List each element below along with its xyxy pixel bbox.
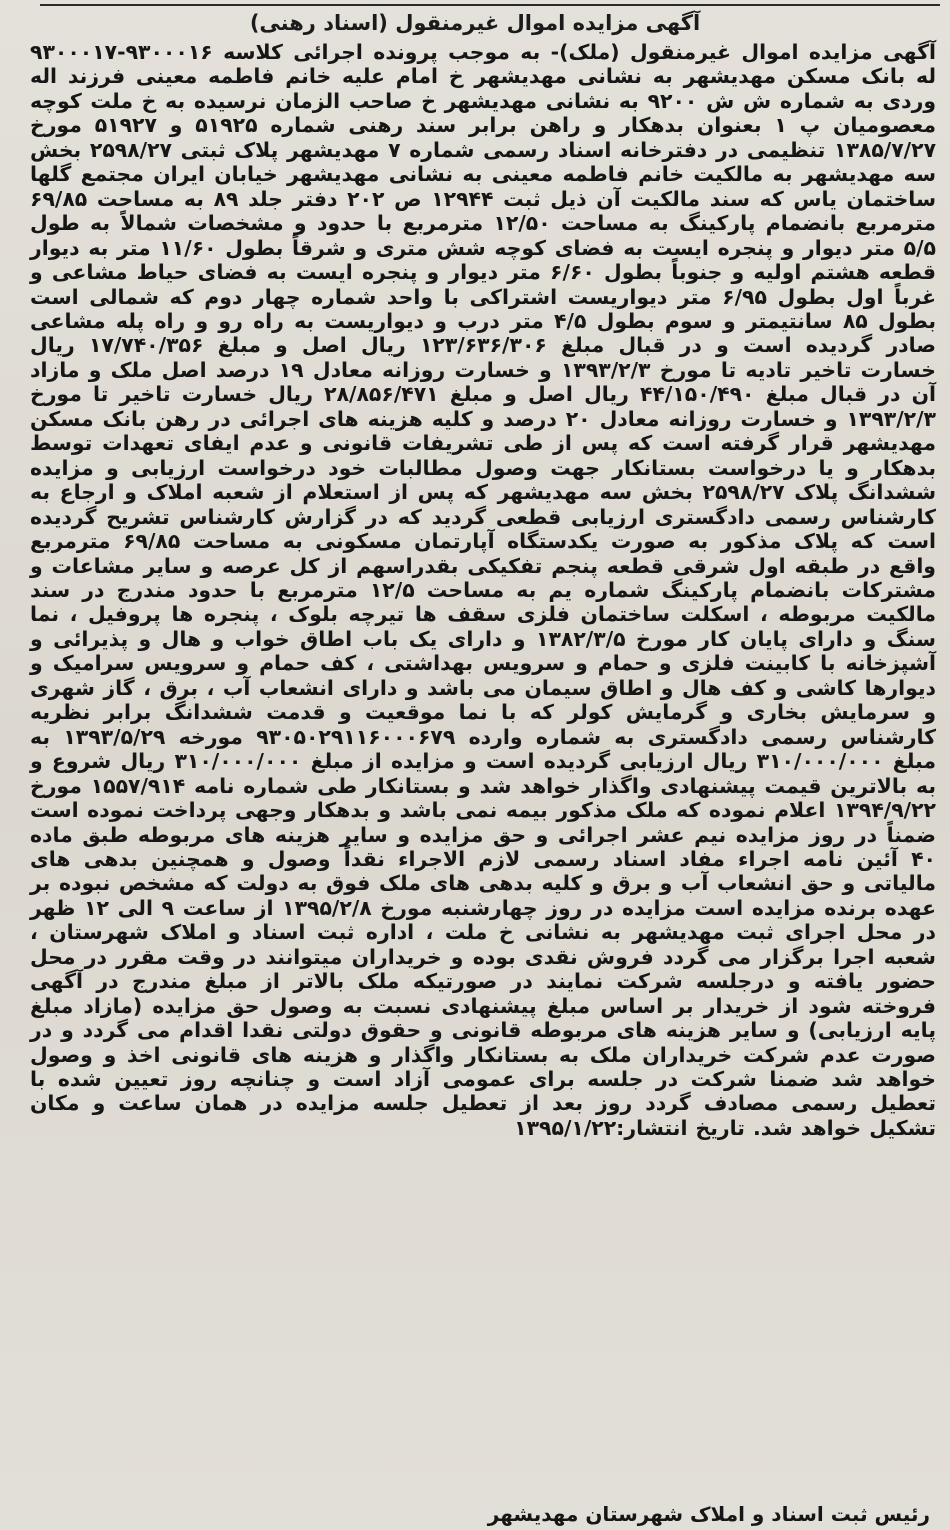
- top-divider: [40, 4, 940, 6]
- notice-title: آگهی مزایده اموال غیرمنقول (اسناد رهنی): [249, 11, 701, 35]
- notice-signature: رئیس ثبت اسناد و املاک شهرستان مهدیشهر: [487, 1502, 930, 1526]
- notice-body: آگهی مزایده اموال غیرمنقول (ملک)- به موجب پرونده اجرائی کلاسه ۹۳۰۰۰۱۶-۹۳۰۰۰۱۷ له بانک مسکن مهدیشهر به نشانی مهدیشهر خ امام علیه خانم فاطمه معینی فرزند اله وردی به شماره ش ش ۹۲۰۰ به نشانی مهدیشهر خ صاحب الزمان نرسیده به خ ملت کوچه معصومیان پ ۱ بعنوان بدهکار و راهن برابر سند رهنی شماره ۵۱۹۲۵ و ۵۱۹۲۷ مورخ ۱۳۸۵/۷/۲۷ تنظیمی در دفترخانه اسناد رسمی شماره ۷ مهدیشهر پلاک ثبتی ۲۵۹۸/۲۷ بخش سه مهدیشهر به مالکیت خانم فاطمه معینی به نشانی مهدیشهر خیابان ایران مجتمع گلها ساختمان یاس که سند مالکیت آن ذیل ثبت ۱۲۹۴۴ ص ۲۰۲ دفتر جلد ۸۹ به مساحت ۶۹/۸۵ مترمربع بانضمام پارکینگ به مساحت ۱۲/۵۰ مترمربع با حدود و مشخصات شمالاً به طول ۵/۵ متر دیوار و پنجره ایست به فضای کوچه شش متری و شرقاً بطول ۱۱/۶۰ متر به دیوار قطعه هشتم اولیه و جنوباً بطول ۶/۶۰ متر دیوار و پنجره ایست به فضای حیاط مشاعی و غرباً اول بطول ۶/۹۵ متر دیواریست اشتراکی با واحد شماره چهار دوم که شمالی است بطول ۸۵ سانتیمتر و سوم بطول ۴/۵ متر درب و دیواریست به راه رو و راه پله مشاعی صادر گردیده است و در قبال مبلغ ۱۲۳/۶۳۶/۳۰۶ ریال اصل و مبلغ ۱۷/۷۴۰/۳۵۶ ریال خسارت تاخیر تادیه تا مورخ ۱۳۹۳/۲/۳ و خسارت روزانه معادل ۱۹ درصد اصل ملک و مازاد آن در قبال مبلغ ۴۴/۱۵۰/۴۹۰ ریال اصل و مبلغ ۲۸/۸۵۶/۴۷۱ ریال خسارت تاخیر تا مورخ ۱۳۹۳/۲/۳ و خسارت روزانه معادل ۲۰ درصد و کلیه هزینه های اجرائی در رهن بانک مسکن مهدیشهر قرار گرفته است که پس از طی تشریفات قانونی و عدم ایفای تعهدات توسط بدهکار و یا درخواست بستانکار جهت وصول مطالبات خود درخواست ارزیابی و مزایده ششدانگ پلاک ۲۵۹۸/۲۷ بخش سه مهدیشهر که پس از استعلام از شعبه املاک و ارجاع به کارشناس رسمی دادگستری ارزیابی قطعی گردید که در گزارش کارشناس تشریح گردیده است که پلاک مذکور به صورت یکدستگاه آپارتمان مسکونی به مساحت ۶۹/۸۵ مترمربع واقع در طبقه اول شرقی قطعه پنجم تفکیکی بقدراسهم از کل عرصه و سایر مشاعات و مشترکات بانضمام پارکینگ شماره یم به مساحت ۱۲/۵ مترمربع با حدود مندرج در سند مالکیت مربوطه ، اسکلت ساختمان فلزی سقف ها تیرچه بلوک ، پنجره ها پروفیل ، نما سنگ و دارای پایان کار مورخ ۱۳۸۲/۳/۵ و دارای یک باب اطاق خواب و هال و پذیرائی و آشپزخانه با کابینت فلزی و حمام و سرویس بهداشتی ، کف حمام و سرویس سرامیک و دیوارها کاشی و کف هال و اطاق سیمان می باشد و دارای انشعاب آب ، برق ، گاز شهری و سرمایش بخاری و گرمایش کولر که با نما موقعیت و قدمت ششدانگ برابر نظریه کارشناس رسمی دادگستری به شماره وارده ۹۳۰۵۰۲۹۱۱۶۰۰۰۶۷۹ مورخه ۱۳۹۳/۵/۲۹ به مبلغ ۳۱۰/۰۰۰/۰۰۰ ریال ارزیابی گردیده است و مزایده از مبلغ ۳۱۰/۰۰۰/۰۰۰ ریال شروع و به بالاترین قیمت پیشنهادی واگذار خواهد شد و بستانکار طی شماره نامه ۱۵۵۷/۹۱۴ مورخ ۱۳۹۴/۹/۲۲ اعلام نموده که ملک مذکور بیمه نمی باشد و بدهکار وجهی پرداخت نموده است ضمناً در روز مزایده نیم عشر اجرائی و حق مزایده و سایر هزینه های مربوطه طبق ماده ۴۰ آئین نامه اجراء مفاد اسناد رسمی لازم الاجراء نقداً وصول و همچنین بدهی های مالیاتی و حق انشعاب آب و برق و کلیه بدهی های ملک فوق به دولت که مشخص نبوده بر عهده برنده مزایده است مزایده در روز چهارشنبه مورخ ۱۳۹۵/۲/۸ از ساعت ۹ الی ۱۲ ظهر در محل اجرای ثبت مهدیشهر به نشانی خ ملت ، اداره ثبت اسناد و املاک شهرستان ، شعبه اجرا برگزار می گردد فروش نقدی بوده و خریداران میتوانند در وقت مقرر در محل حضور یافته و درجلسه شرکت نمایند در صورتیکه ملک بالاتر از مبلغ مندرج در آگهی فروخته شود از خریدار بر اساس مبلغ پیشنهادی نسبت به وصول حق مزایده (مازاد مبلغ پایه ارزیابی) و سایر هزینه های مربوطه قانونی و حقوق دولتی نقدا اقدام می گردد و در صورت عدم شرکت خریداران ملک به بستانکار واگذار و هزینه های قانونی اخذ و وصول خواهد شد ضمنا شرکت در جلسه برای عمومی آزاد است و چنانچه روز تعیین شده با تعطیل رسمی مصادف گردد روز بعد از تعطیل جلسه مزایده در همان ساعت و مکان تشکیل خواهد شد. تاریخ انتشار:۱۳۹۵/۱/۲۲: [30, 40, 937, 1140]
